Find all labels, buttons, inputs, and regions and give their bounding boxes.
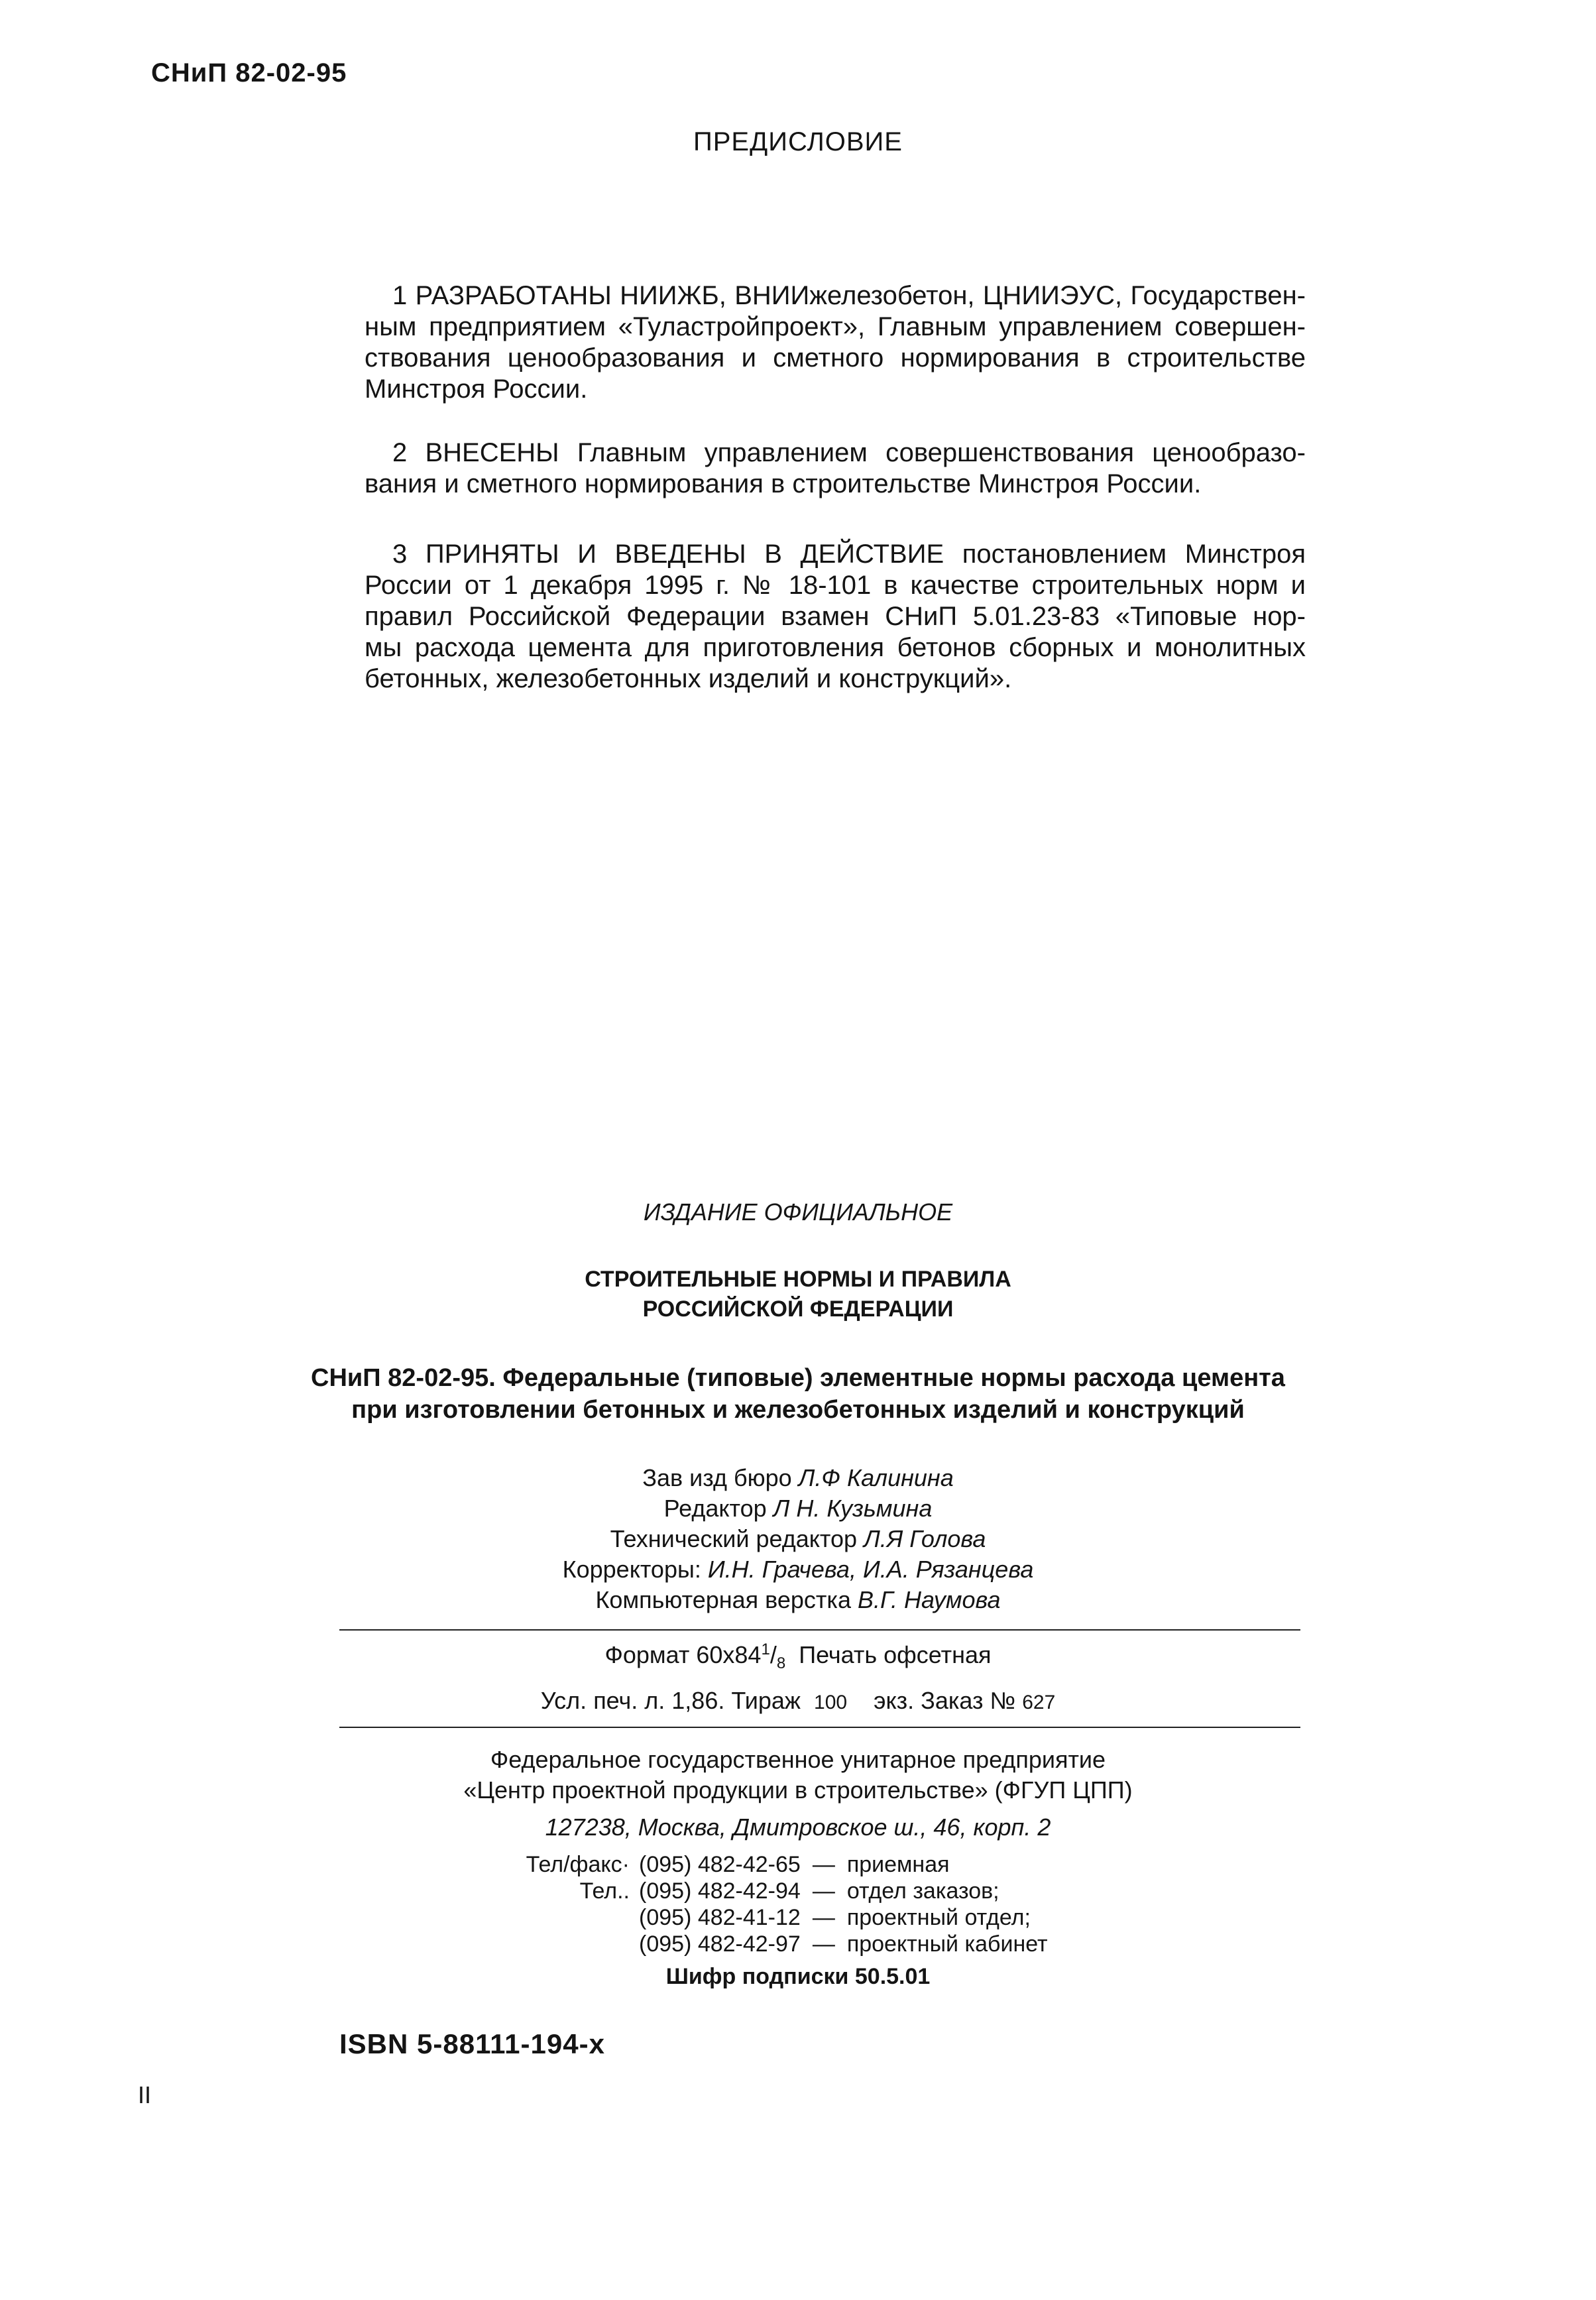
credit-role: Редактор: [663, 1495, 767, 1522]
press-run-count: 100: [814, 1692, 848, 1713]
credit-row: [0, 1493, 1596, 1524]
format-prefix: Формат 60х84: [604, 1641, 762, 1668]
order-label: экз. Заказ №: [874, 1687, 1016, 1714]
publisher-line: Федеральное государственное унитарное предприятие: [490, 1746, 1106, 1773]
credit-row: [0, 1585, 1596, 1615]
text-line: ным предприятием «Туластройпроект», Главным управлением совершен-: [365, 312, 1306, 341]
preface-paragraph-submitted: [365, 437, 1306, 500]
contact-row: [490, 1878, 1048, 1904]
document-title-line: при изготовлении бетонных и железобетонных изделий и конструкций: [351, 1396, 1245, 1424]
contact-dash: —: [812, 1905, 835, 1930]
isbn: ISBN 5-88111-194-х: [339, 2028, 605, 2059]
official-edition-label: ИЗДАНИЕ ОФИЦИАЛЬНОЕ: [643, 1198, 953, 1226]
publisher-info: [0, 1745, 1596, 1806]
format-sub: 8: [776, 1654, 786, 1673]
norms-heading: [0, 1265, 1596, 1324]
contact-row: [490, 1931, 1048, 1957]
text-line: вания и сметного нормирования в строительстве Минстроя России.: [365, 469, 1202, 498]
text-line: Минстроя России.: [365, 374, 588, 404]
publisher-line: «Центр проектной продукции в строительстве» (ФГУП ЦПП): [463, 1776, 1133, 1804]
credit-role: Корректоры:: [562, 1556, 701, 1583]
contact-label: [490, 1904, 639, 1931]
contact-phone: (095) 482-41-12: [639, 1905, 801, 1930]
press-run-text: Усл. печ. л. 1,86. Тираж: [540, 1687, 801, 1714]
credit-name: В.Г. Наумова: [858, 1586, 1001, 1613]
credit-name: Л Н. Кузьмина: [773, 1495, 933, 1522]
credit-role: Зав изд бюро: [642, 1464, 792, 1491]
credit-name: И.Н. Грачева, И.А. Рязанцева: [707, 1556, 1034, 1583]
contact-phone: (095) 482-42-65: [639, 1852, 801, 1877]
format-line: Формат $60х84^1/_8$ Печать офсетная: [604, 1640, 992, 1673]
text-line: 3 ПРИНЯТЫ И ВВЕДЕНЫ В ДЕЙСТВИЕ постановлением Минстроя: [392, 540, 1306, 569]
credit-role: Технический редактор: [610, 1525, 858, 1552]
text-line: 1 РАЗРАБОТАНЫ НИИЖБ, ВНИИжелезобетон, ЦНИИЭУС, Государствен-: [392, 281, 1306, 310]
text-line: ствования ценообразования и сметного нормирования в строительстве: [365, 343, 1306, 373]
credit-row: [0, 1463, 1596, 1493]
contact-department: отдел заказов;: [846, 1878, 999, 1904]
subscription-code: Шифр подписки 50.5.01: [665, 1964, 931, 1989]
contact-phones: [490, 1851, 1048, 1957]
contact-label: Тел..: [579, 1878, 630, 1904]
editorial-credits: [0, 1463, 1596, 1615]
credit-name: Л.Я Голова: [864, 1525, 986, 1552]
contact-row: [490, 1851, 1048, 1878]
text-line: мы расхода цемента для приготовления бетонов сборных и монолитных: [365, 633, 1306, 662]
contact-phone: (095) 482-42-97: [639, 1931, 801, 1957]
text-line: России от 1 декабря 1995 г. № 18-101 в качестве строительных норм и: [365, 571, 1306, 600]
contact-label: [490, 1931, 639, 1957]
credit-row: [0, 1524, 1596, 1554]
order-number: 627: [1022, 1692, 1056, 1713]
credit-name: Л.Ф Калинина: [798, 1464, 954, 1491]
text-line: правил Российской Федерации взамен СНиП 5.01.23-83 «Типовые нор-: [365, 602, 1306, 631]
document-title: [0, 1362, 1596, 1426]
text-line: 2 ВНЕСЕНЫ Главным управлением совершенствования ценообразо-: [392, 438, 1306, 467]
preface-paragraph-developed: [365, 280, 1306, 405]
contact-phone: (095) 482-42-94: [639, 1878, 801, 1904]
divider-bottom: [339, 1727, 1300, 1728]
header-document-code: СНиП 82-02-95: [151, 58, 347, 87]
contact-department: проектный отдел;: [846, 1905, 1031, 1930]
format-sup: 1: [761, 1640, 770, 1658]
contact-department: приемная: [846, 1852, 950, 1877]
publisher-address: 127238, Москва, Дмитровское ш., 46, корп. 2: [545, 1813, 1051, 1841]
contact-row: [490, 1904, 1048, 1931]
contact-label: Тел/факс·: [526, 1852, 630, 1877]
print-method: Печать офсетная: [799, 1641, 992, 1668]
contact-dash: —: [812, 1878, 835, 1904]
press-run-line: [0, 1687, 1596, 1715]
preface-title: ПРЕДИСЛОВИЕ: [693, 127, 903, 156]
norms-heading-line: СТРОИТЕЛЬНЫЕ НОРМЫ И ПРАВИЛА: [585, 1267, 1011, 1292]
credit-role: Компьютерная верстка: [595, 1586, 851, 1613]
contact-dash: —: [812, 1852, 835, 1877]
text-line: бетонных, железобетонных изделий и конструкций».: [365, 664, 1012, 693]
page-number: II: [138, 2081, 152, 2108]
norms-heading-line: РОССИЙСКОЙ ФЕДЕРАЦИИ: [642, 1296, 954, 1322]
preface-paragraph-adopted: [365, 539, 1306, 695]
credit-row: [0, 1554, 1596, 1585]
document-title-line: СНиП 82-02-95. Федеральные (типовые) элементные нормы расхода цемента: [311, 1364, 1285, 1392]
contact-dash: —: [812, 1931, 835, 1957]
contact-department: проектный кабинет: [846, 1931, 1048, 1957]
divider-top: [339, 1629, 1300, 1631]
